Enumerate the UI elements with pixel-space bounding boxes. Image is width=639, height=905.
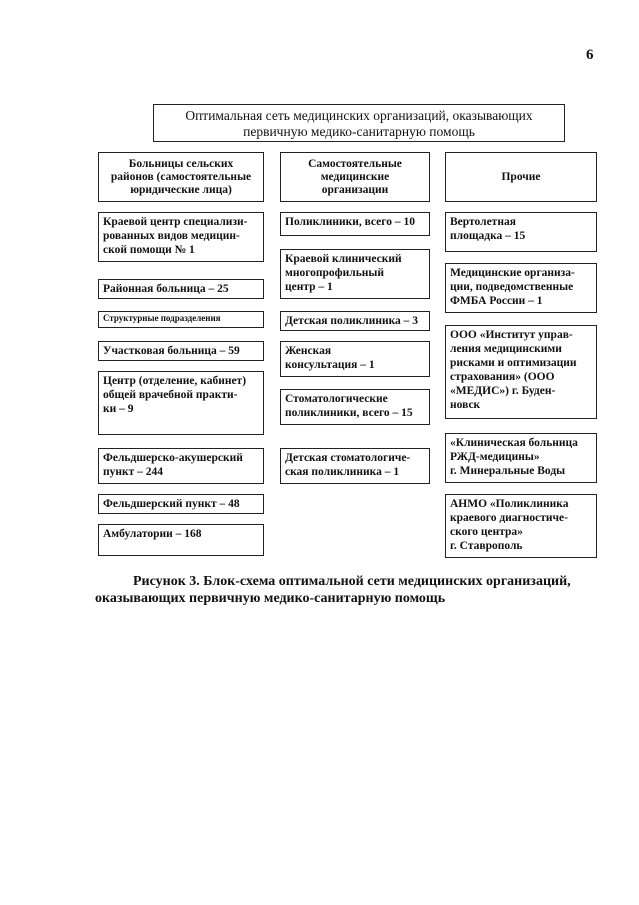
header-line: Больницы сельских — [128, 157, 234, 170]
diagram-title-box — [153, 104, 565, 142]
box-line: площадка – 15 — [450, 230, 526, 242]
box-diagnostic-center-polyclinic — [445, 494, 597, 558]
box-line: ки – 9 — [103, 403, 134, 415]
box-fmba-organizations — [445, 263, 597, 313]
box-children-dental-polyclinic — [280, 448, 430, 484]
figure-caption — [95, 573, 615, 607]
box-line: «МЕДИС») г. Буден- — [450, 385, 556, 397]
box-line: Детская поликлиника – 3 — [285, 315, 419, 327]
box-dental-polyclinics — [280, 389, 430, 425]
box-line: ского центра» — [450, 526, 523, 538]
box-line: краевого диагностиче- — [450, 512, 568, 524]
diagram-title-line-2: первичную медико-санитарную помощь — [243, 124, 475, 139]
box-medis-institute — [445, 325, 597, 419]
box-line: новск — [450, 399, 481, 411]
box-line: г. Ставрополь — [450, 540, 523, 552]
box-line: г. Минеральные Воды — [450, 465, 566, 477]
box-line: пункт – 244 — [103, 466, 164, 478]
box-line: Структурные подразделения — [103, 313, 221, 323]
box-outpatient-clinics — [98, 524, 264, 556]
box-line: ООО «Институт управ- — [450, 329, 573, 341]
box-line: рованных видов медицин- — [103, 230, 240, 242]
box-district-hospital — [98, 279, 264, 299]
box-line: Вертолетная — [450, 216, 516, 228]
page-number: 6 — [586, 47, 594, 63]
header-line: Прочие — [501, 170, 541, 183]
box-line: Районная больница – 25 — [103, 283, 229, 295]
box-line: ФМБА России – 1 — [450, 295, 543, 307]
box-line: Женская — [285, 345, 332, 357]
header-line: районов (самостоятельные — [110, 170, 252, 183]
box-feldsher-station — [98, 494, 264, 514]
box-line: Медицинские организа- — [450, 267, 575, 279]
header-line: юридические лица) — [130, 183, 232, 196]
box-line: рисками и оптимизации — [450, 357, 577, 369]
header-line: организации — [321, 183, 389, 196]
box-line: «Клиническая больница — [450, 437, 578, 449]
box-line: Фельдшерско-акушерский — [103, 452, 243, 464]
box-line: Участковая больница – 59 — [103, 345, 240, 357]
box-line: Краевой центр специализи- — [103, 216, 248, 228]
column-header-independent-organizations — [280, 152, 430, 202]
box-line: Фельдшерский пункт – 48 — [103, 498, 240, 510]
box-line: консультация – 1 — [285, 359, 375, 371]
box-line: Стоматологические — [285, 393, 388, 405]
header-line: Самостоятельные — [308, 157, 402, 170]
box-line: ления медицинскими — [450, 343, 562, 355]
box-helicopter-pad — [445, 212, 597, 252]
box-local-hospital — [98, 341, 264, 361]
box-line: Амбулатории – 168 — [103, 528, 202, 540]
box-line: ской помощи № 1 — [103, 244, 195, 256]
box-general-practice-center — [98, 371, 264, 435]
box-line: центр – 1 — [285, 281, 333, 293]
box-line: Детская стоматологиче- — [285, 452, 411, 464]
diagram-title-line-1: Оптимальная сеть медицинских организаций, оказывающих — [185, 108, 533, 123]
box-rzd-clinical-hospital — [445, 433, 597, 483]
box-feldsher-obstetric-station — [98, 448, 264, 484]
box-line: ская поликлиника – 1 — [285, 466, 400, 478]
figure-caption-line-1: Рисунок 3. Блок-схема оптимальной сети медицинских организаций, — [133, 574, 571, 589]
box-children-polyclinic — [280, 311, 430, 331]
box-line: ции, подведомственные — [450, 281, 574, 293]
box-line: РЖД-медицины» — [450, 451, 540, 463]
box-polyclinics-total — [280, 212, 430, 236]
box-line: многопрофильный — [285, 267, 385, 279]
box-regional-specialized-center — [98, 212, 264, 262]
box-line: поликлиники, всего – 15 — [285, 407, 413, 419]
box-line: страхования» (ООО — [450, 371, 555, 383]
box-womens-consultation — [280, 341, 430, 377]
header-line: медицинские — [320, 170, 390, 183]
box-structural-divisions — [98, 311, 264, 328]
box-line: Краевой клинический — [285, 253, 402, 265]
box-line: Центр (отделение, кабинет) — [103, 375, 247, 387]
column-header-other — [445, 152, 597, 202]
column-header-rural-hospitals — [98, 152, 264, 202]
figure-caption-line-2: оказывающих первичную медико-санитарную помощь — [95, 591, 446, 606]
box-regional-clinical-center — [280, 249, 430, 299]
box-line: общей врачебной практи- — [103, 389, 238, 401]
box-line: Поликлиники, всего – 10 — [285, 216, 415, 228]
box-line: АНМО «Поликлиника — [450, 498, 569, 510]
